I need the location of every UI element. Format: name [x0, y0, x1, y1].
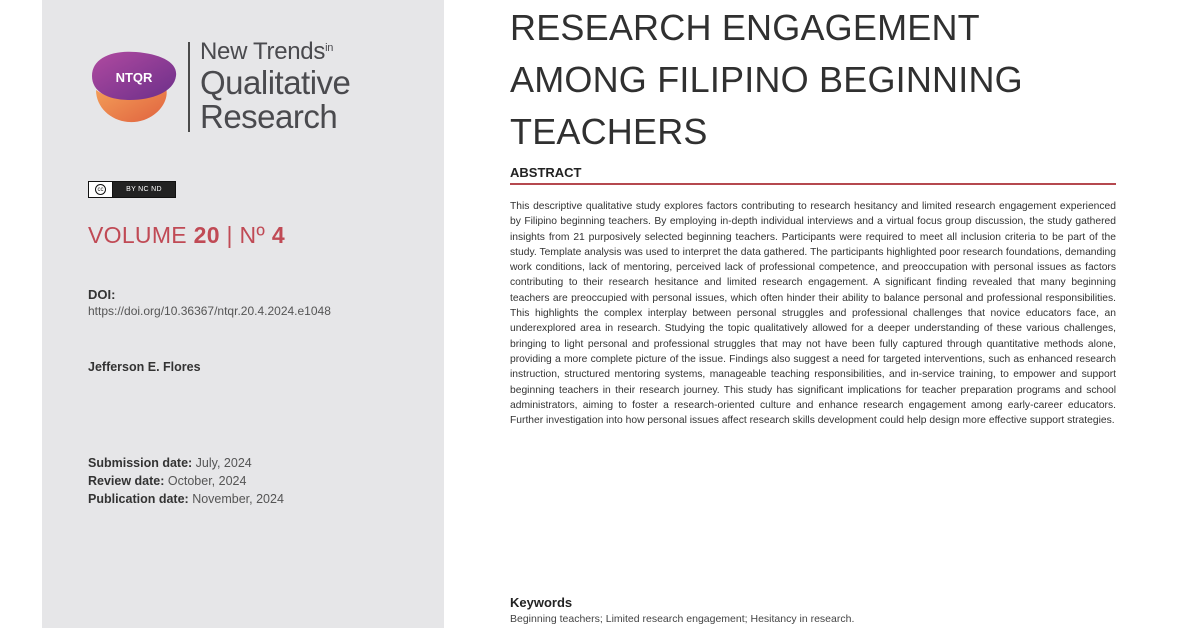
journal-name: [200, 40, 350, 133]
publication-date-value: November, 2024: [192, 492, 284, 506]
volume-issue: [88, 222, 285, 249]
author-name: Jefferson E. Flores: [88, 360, 201, 374]
journal-sidebar: [42, 0, 444, 628]
logo-divider: [188, 42, 190, 132]
journal-logo: [86, 40, 386, 140]
abstract-divider: [510, 183, 1116, 185]
submission-date-value: July, 2024: [195, 456, 252, 470]
article-dates: [88, 454, 284, 508]
volume-label: VOLUME: [88, 222, 187, 248]
doi-link[interactable]: https://doi.org/10.36367/ntqr.20.4.2024.e1048: [88, 304, 331, 318]
doi-label: DOI:: [88, 287, 116, 302]
keywords-heading: Keywords: [510, 595, 573, 610]
abstract-heading: ABSTRACT: [510, 165, 582, 180]
cc-icon: cc: [95, 184, 106, 195]
review-date-label: Review date:: [88, 474, 165, 488]
article-main: [510, 0, 1116, 628]
volume-number: 20: [193, 222, 220, 248]
submission-date-label: Submission date:: [88, 456, 193, 470]
issue-label: Nº: [239, 222, 266, 248]
journal-name-line3: Research: [200, 98, 338, 135]
journal-name-line2: Qualitative: [200, 64, 351, 101]
cc-license-text: BY NC ND: [113, 182, 175, 197]
logo-badge-text: NTQR: [115, 70, 153, 85]
journal-name-line1: New Trends: [200, 38, 326, 65]
abstract-text: This descriptive qualitative study explores factors contributing to research hesitancy and limited research engagement experienced by Filipino beginning teachers. By employing in-depth individual interviews and a virtual focus group discussion, the study gathered insights from 21 purposively selected beginning teachers. Participants were required to meet all inclusion criteria to be part of the study. Template analysis was used to interpret the data gathered. The participants highlighted poor research foundations, demanding work conditions, lack of mentoring, perceived lack of professional competence, and preoccupation with personal issues as factors contributing to their research hesitance and limited research engagement. A significant finding revealed that many beginning teachers are preoccupied with personal issues, which often hinder their ability to balance personal and professional responsibilities. This highlights the complex interplay between personal struggles and professional challenges that novice educators face, an underexplored area in research. Studying the topic qualitatively allowed for a deeper understanding of these various challenges, bringing to light personal and professional struggles that may not have been fully captured through quantitative methods alone, providing a more complete picture of the issue. Findings also suggest a need for targeted interventions, such as enhanced research instruction, structured mentoring systems, manageable teaching responsibilities, and in-service training, to empower and support beginning teachers in their research journey. This study has significant implications for teacher preparation programs and school administrators, aiming to foster a research-oriented culture and enhance research engagement among early-career educators. Further investigation into how personal issues affect research skills development could help design more effective support strategies.: [510, 201, 1116, 427]
review-date-value: October, 2024: [167, 474, 247, 488]
publication-date-label: Publication date:: [88, 492, 189, 506]
ntqr-logo-mark: [86, 46, 182, 126]
keywords-text: Beginning teachers; Limited research engagement; Hesitancy in research.: [510, 613, 855, 625]
volume-separator: |: [226, 222, 233, 248]
cc-license-badge: [88, 181, 176, 198]
article-title: RESEARCH ENGAGEMENT AMONG FILIPINO BEGINNING TEACHERS: [510, 7, 1023, 152]
issue-number: 4: [271, 222, 285, 248]
journal-name-suffix: in: [325, 42, 334, 54]
